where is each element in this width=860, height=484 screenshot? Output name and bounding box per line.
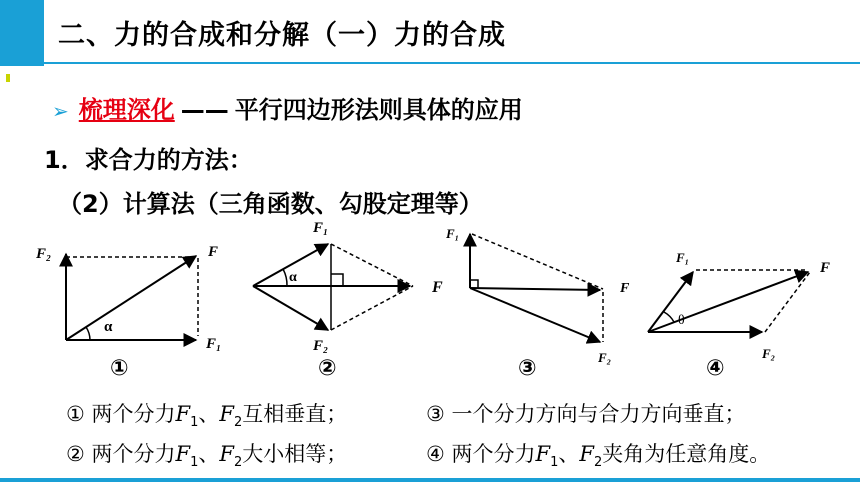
diagram-2-label-f1: F₁ [313, 220, 329, 236]
diagram-1-label-f: F [208, 244, 219, 260]
note-1-pre: 两个分力 [91, 402, 176, 426]
note-2-sep: 、 [198, 442, 220, 466]
diagram-2 [253, 244, 413, 330]
section-keyword: 梳理深化 [78, 96, 175, 124]
diagram-4-resultant-arrow [648, 272, 808, 332]
note-4-sep: 、 [558, 442, 580, 466]
note-1-post: 互相垂直； [242, 402, 348, 426]
arrow-bullet-icon: ➢ [52, 99, 69, 123]
diagram-2-right-angle-mark [331, 274, 343, 286]
diagram-3-f2-arrow [470, 288, 600, 342]
diagram-2-angle-arc [283, 269, 287, 286]
diagram-3-right-angle-mark [470, 280, 478, 288]
diagram-3-dashed-upper [472, 234, 603, 289]
note-4-f1-sub: 1 [550, 455, 559, 471]
note-4-number: ④ [426, 442, 445, 466]
note-1-number: ① [66, 402, 85, 426]
method-heading: 1．求合力的方法： [44, 146, 253, 174]
note-3 [426, 398, 746, 428]
note-3-number: ③ [426, 402, 445, 426]
diagram-3-label-f: F [620, 281, 630, 296]
title-main: 二、力的合成和分解 [58, 20, 310, 51]
note-2 [66, 438, 347, 470]
note-1-sep: 、 [198, 402, 220, 426]
diagram-3-number: ③ [518, 356, 537, 381]
note-2-number: ② [66, 442, 85, 466]
diagram-1-label-f2: F₂ [36, 246, 52, 262]
title-sub: 力的合成 [394, 20, 506, 51]
note-2-post: 大小相等； [242, 442, 348, 466]
diagram-4-angle-arc [664, 312, 674, 322]
section-dash: —— [180, 96, 229, 124]
note-4-f2-sub: 2 [593, 455, 603, 471]
note-4-f1: F [535, 442, 551, 466]
note-1-f1: F [175, 402, 191, 426]
note-4 [426, 438, 770, 470]
note-1-f2: F [219, 402, 234, 426]
footer-divider [0, 478, 860, 482]
diagram-3-label-f1: F₁ [446, 226, 460, 241]
note-2-f2: F [219, 442, 234, 466]
diagram-2-number: ② [318, 356, 337, 381]
note-1-f1-sub: 1 [190, 415, 199, 431]
diagram-4-label-f1: F₁ [676, 250, 690, 265]
diagram-1-label-f1: F₁ [206, 336, 222, 352]
diagram-3 [470, 234, 603, 342]
diagram-2-dashed-lower [331, 286, 413, 330]
calculation-method: （2）计算法（三角函数、勾股定理等） [58, 190, 483, 218]
section-subtitle: 平行四边形法则具体的应用 [234, 96, 523, 124]
note-4-pre: 两个分力 [451, 442, 536, 466]
note-4-f2: F [579, 442, 594, 466]
note-2-f1-sub: 1 [190, 455, 199, 471]
note-4-post: 夹角为任意角度。 [602, 442, 771, 466]
diagram-4-dashed-right [765, 272, 810, 332]
diagram-4-number: ④ [706, 356, 725, 381]
diagram-1-angle-label: α [104, 319, 113, 335]
note-2-f2-sub: 2 [233, 455, 243, 471]
diagram-4-angle-label: θ [678, 313, 685, 328]
diagram-1 [66, 254, 198, 340]
note-1-f2-sub: 2 [233, 415, 243, 431]
diagram-2-label-f2: F₂ [313, 338, 329, 354]
diagram-2-label-f: F [432, 279, 443, 296]
note-3-text: 一个分力方向与合力方向垂直； [451, 402, 746, 426]
diagram-4 [648, 270, 810, 332]
diagram-4-label-f: F [820, 260, 831, 276]
diagram-1-number: ① [110, 356, 129, 381]
diagram-2-angle-label: α [289, 270, 297, 285]
note-2-f1: F [175, 442, 191, 466]
note-2-pre: 两个分力 [91, 442, 176, 466]
note-1 [66, 398, 347, 430]
title-paren: （一） [310, 20, 394, 51]
diagram-3-label-f2: F₂ [598, 350, 612, 365]
diagram-3-resultant-arrow [470, 288, 600, 290]
diagram-2-f2-arrow [253, 286, 328, 330]
diagram-1-angle-arc [86, 327, 90, 340]
diagram-4-label-f2: F₂ [762, 346, 776, 361]
